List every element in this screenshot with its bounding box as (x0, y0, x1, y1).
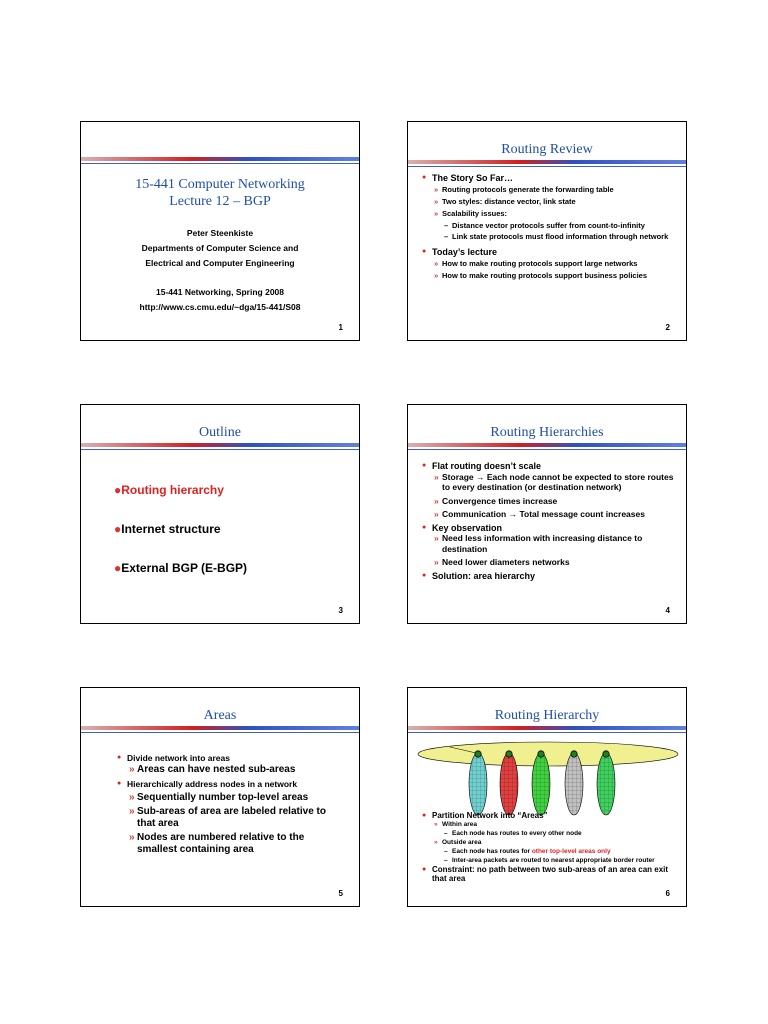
slide-number: 2 (665, 323, 670, 332)
slide-number: 4 (665, 606, 670, 615)
slide-title: 15-441 Computer Networking Lecture 12 – BGP (135, 177, 305, 209)
slide-5 (80, 687, 360, 907)
sub-area-grid (500, 753, 518, 815)
border-router-node (475, 751, 481, 757)
title-bar (81, 157, 359, 161)
sub-area-grid (469, 753, 487, 815)
outline-item: ●Internet structure (114, 522, 221, 536)
slide-number: 5 (338, 889, 343, 898)
bullet-list: ● Flat routing doesn’t scale » Storage → Each node cannot be expected to store routes to every destination (or destination network) » Convergence times increase » Communication → Total message count increases ● Key observation » Need less information with increasing distance to destination » Need lower diameters networks ● Solution: area hierarchy (422, 461, 674, 581)
author: Peter Steenkiste (186, 228, 254, 238)
title-info: Peter Steenkiste Departments of Computer Science and Electrical and Computer Engineering 15-441 Networking, Spring 2008 http://www.cs.cmu.edu/~dga/15-441/S08 (81, 226, 359, 315)
slide-2 (407, 121, 687, 341)
slide-title: Areas (203, 708, 237, 723)
top-level-area (418, 742, 678, 766)
sub-area-grid (532, 753, 550, 815)
bullet-list: ● The Story So Far… » Routing protocols generate the forwarding table » Two styles: distance vector, link state » Scalability issues: – Distance vector protocols suffer from count-to-infinity – Link state protocols must flood information through network ● Today’s lecture » How to make routing protocols support large networks » How to make routing protocols support business policies (422, 172, 676, 282)
slide-1 (80, 121, 360, 341)
slide-number: 1 (338, 323, 343, 332)
bullet-list: ● Divide network into areas » Areas can have nested sub-areas ● Hierarchically address nodes in a network » Sequentially number top-level areas » Sub-areas of area are labeled relative to that area » Nodes are numbered relative to the smallest containing area (117, 752, 345, 856)
slide-number: 3 (338, 606, 343, 615)
border-router-node (506, 751, 512, 757)
outline-item: ●External BGP (E-BGP) (114, 561, 248, 575)
slide-title: Routing Hierarchies (490, 425, 604, 440)
border-router-node (603, 751, 609, 757)
slide-3 (80, 404, 360, 624)
slide-title: Routing Review (501, 142, 593, 157)
bullet-list: ● Partition Network into “Areas” » Within area – Each node has routes to every other node » Outside area – Each node has routes for other top-level areas only – Inter-area packets are routed to nearest appropriate border router ● Constraint: no path between two sub-areas of an area can exit that area (422, 811, 678, 883)
slide-title: Outline (199, 425, 241, 440)
slide-number: 6 (665, 889, 670, 898)
sub-area-grid (597, 753, 615, 815)
border-router-node (538, 751, 544, 757)
border-router-node (571, 751, 577, 757)
slide-4 (407, 404, 687, 624)
sub-area-grid (565, 753, 583, 815)
outline-item: ●Routing hierarchy (114, 483, 224, 497)
course-url: http://www.cs.cmu.edu/~dga/15-441/S08 (139, 302, 301, 312)
slide-6 (407, 687, 687, 907)
outline-list (114, 483, 247, 576)
slide-title: Routing Hierarchy (494, 708, 600, 723)
